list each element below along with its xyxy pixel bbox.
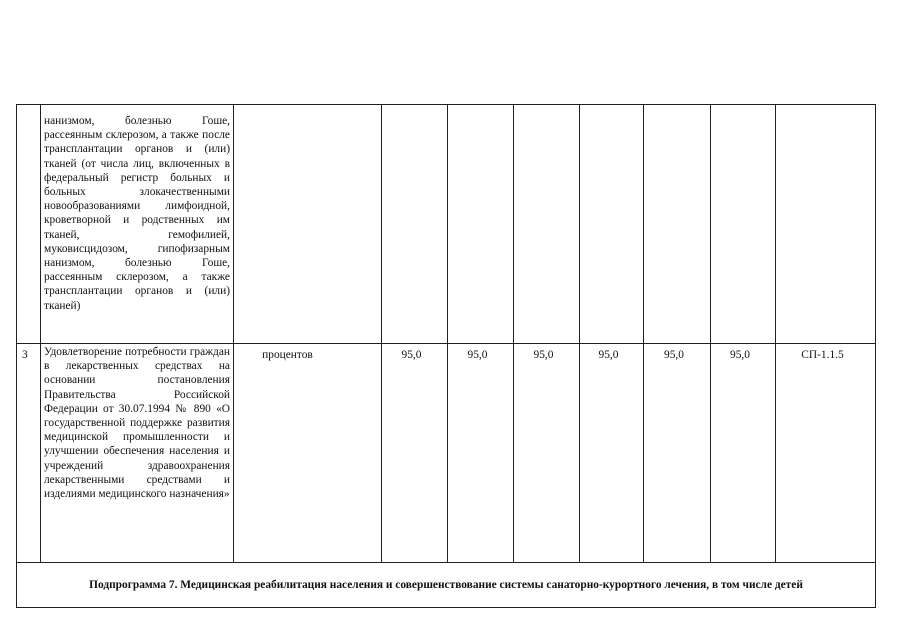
cell-description: Удовлетворение потребности граждан в лекарственных средствах на основании постановления Правительства Российской Федерации от 30.07.1994 № 890 «О государственной поддержке развития медицинской промышленности и улучшении обеспечения населения и учреждений здравоохранения лекарственными средствами и изделиями медицинского назначения»	[41, 344, 234, 563]
subprogram-heading: Подпрограмма 7. Медицинская реабилитация населения и совершенствование системы санаторно-курортного лечения, в том числе детей	[17, 563, 876, 608]
cell-value-empty	[644, 105, 711, 344]
cell-unit-empty	[234, 105, 382, 344]
cell-code: СП-1.1.5	[776, 344, 876, 563]
cell-unit: процентов	[234, 344, 382, 563]
cell-value-6: 95,0	[711, 344, 776, 563]
cell-value-2: 95,0	[448, 344, 514, 563]
cell-value-1: 95,0	[382, 344, 448, 563]
cell-value-3: 95,0	[514, 344, 580, 563]
cell-value-4: 95,0	[580, 344, 644, 563]
cell-description-continued: нанизмом, болезнью Гоше, рассеянным склерозом, а также после трансплантации органов и (или) тканей (от числа лиц, включенных в федеральный регистр больных и больных злокачественными новообразованиями лимфоидной, кроветворной и родственных им тканей, гемофилией, муковисцидозом, гипофизарным нанизмом, болезнью Гоше, рассеянным склерозом, а также трансплантации органов и (или) тканей)	[41, 105, 234, 344]
cell-number-empty	[17, 105, 41, 344]
cell-number: 3	[17, 344, 41, 563]
cell-value-empty	[580, 105, 644, 344]
cell-value-5: 95,0	[644, 344, 711, 563]
table-row-continued	[17, 105, 876, 344]
cell-value-empty	[382, 105, 448, 344]
cell-value-empty	[448, 105, 514, 344]
cell-value-empty	[514, 105, 580, 344]
indicators-table	[16, 104, 876, 608]
cell-value-empty	[711, 105, 776, 344]
cell-code-empty	[776, 105, 876, 344]
table-row-subprogram	[17, 563, 876, 608]
table-row-3	[17, 344, 876, 563]
